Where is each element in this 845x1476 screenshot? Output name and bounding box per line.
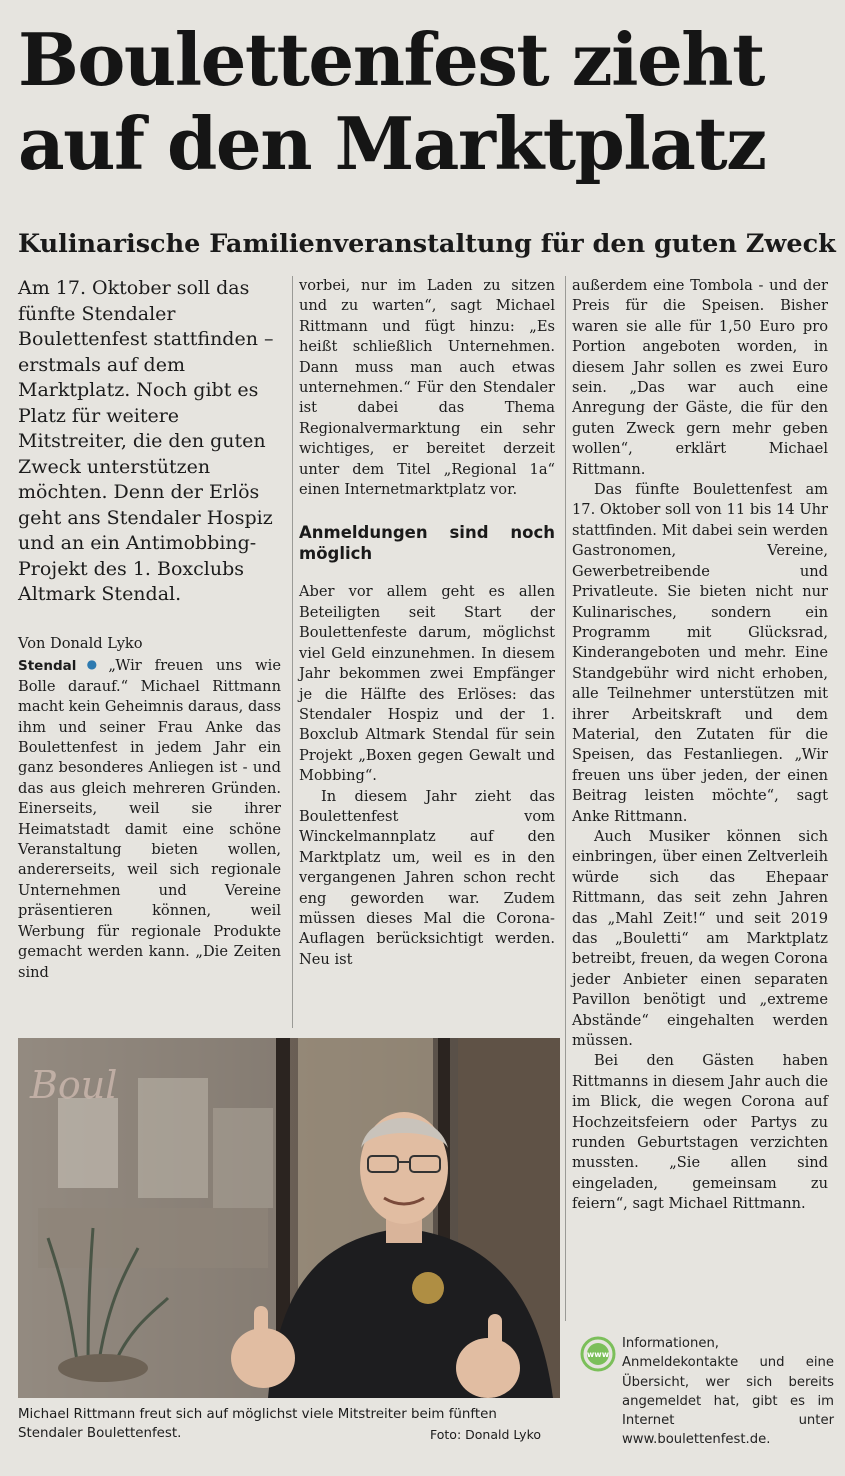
- column-3-paragraph-1: außerdem eine Tombola - und der Preis für die Speisen. Bisher waren sie alle für 1,50 Euro pro Portion angeboten worden, in diesem Jahr sollen es zwei Euro sein. „Das war auch eine Anregung der Gäste, die für den guten Zweck gern mehr geben wollen“, erklärt Michael Rittmann.: [572, 277, 828, 478]
- www-web-icon: [580, 1336, 616, 1372]
- column-2-paragraph-1: vorbei, nur im Laden zu sitzen und zu warten“, sagt Michael Rittmann und fügt hinzu: „Es heißt schließlich Unternehmen. Dann muss man auch etwas unternehmen.“ Für den Stendaler ist dabei das Thema Regionalvermarktung ein sehr wichtiges, er bereitet derzeit unter dem Titel „Regional 1a“ einen Internetmarktplatz vor.: [299, 277, 555, 499]
- article-column-3: [572, 276, 828, 1215]
- column-rule-left: [292, 276, 293, 1028]
- column-3-paragraph-3: Auch Musiker können sich einbringen, über einen Zeltverleih würde sich das Ehepaar Rittmann, das seit zehn Jahren das „Mahl Zeit!“ und seit 2019 das „Bouletti“ am Marktplatz betreibt, freuen, da wegen Corona jeder Anbieter einen separaten Pavillon benötigt und „extreme Abstände“ eingehalten werden müssen.: [572, 827, 828, 1050]
- subheadline: Kulinarische Familienveranstaltung für den guten Zweck: [18, 229, 836, 259]
- photo-illustration: [18, 1038, 560, 1398]
- section-subtitle: Anmeldungen sind noch möglich: [299, 523, 555, 564]
- column-1-text: „Wir freuen uns wie Bolle darauf.“ Michael Rittmann macht kein Geheimnis daraus, dass ihm und seiner Frau Anke das Boulettenfest in jedem Jahr ein ganz besonderes Anliegen ist - und das aus gleich mehreren Gründen. Einerseits, weil sie ihrer Heimatstadt damit eine schöne Veranstaltung bieten wollen, andererseits, weil sich regionale Unternehmen und Vereine präsentieren können, weil Werbung für regionale Produkte gemacht werden kann. „Die Zeiten sind: [18, 657, 281, 981]
- dateline-bullet-icon: ●: [78, 657, 106, 672]
- svg-text:www: www: [586, 1350, 610, 1359]
- svg-text:Boul: Boul: [30, 1063, 118, 1107]
- column-rule-right: [565, 276, 566, 1321]
- photo-credit: Foto: Donald Lyko: [430, 1427, 542, 1442]
- article-column-1: [18, 634, 281, 983]
- info-box-text: Informationen, Anmeldekontakte und eine Übersicht, wer sich bereits angemeldet hat, gibt es im Internet unter www.boulettenfest.de.: [622, 1336, 834, 1448]
- dateline: Stendal: [18, 658, 77, 675]
- byline: Von Donald Lyko: [18, 635, 143, 652]
- info-box: [578, 1334, 834, 1450]
- lead-paragraph: [18, 654, 281, 983]
- column-2-paragraph-3: In diesem Jahr zieht das Boulettenfest vom Winckelmannplatz auf den Marktplatz um, weil es in den vergangenen Jahren schon recht eng geworden war. Zudem müssen dieses Mal die Corona-Auflagen berücksichtigt werden. Neu ist: [299, 787, 555, 968]
- column-2-paragraph-2: Aber vor allem geht es allen Beteiligten seit Start der Boulettenfeste darum, möglichst viel Geld einzunehmen. In diesem Jahr bekommen zwei Empfänger je die Hälfte des Erlöses: das Stendaler Hospiz und der 1. Boxclub Altmark Stendal für sein Projekt „Boxen gegen Gewalt und Mobbing“.: [299, 583, 555, 785]
- intro-paragraph: Am 17. Oktober soll das fünfte Stendaler Boulettenfest stattfinden – erstmals auf dem Marktplatz. Noch gibt es Platz für weitere Mitstreiter, die den guten Zweck unterstützen möchten. Denn der Erlös geht ans Stendaler Hospiz und an ein Antimobbing-Projekt des 1. Boxclubs Altmark Stendal.: [18, 277, 274, 605]
- column-3-paragraph-4: Bei den Gästen haben Rittmanns in diesem Jahr auch die im Blick, die wegen Corona auf Hochzeitsfeiern oder Partys zu runden Geburtstagen verzichten mussten. „Sie allen sind eingeladen, gemeinsam zu feiern“, sagt Michael Rittmann.: [572, 1052, 828, 1213]
- column-3-paragraph-2: Das fünfte Boulettenfest am 17. Oktober soll von 11 bis 14 Uhr stattfinden. Mit dabei sein werden Gastronomen, Vereine, Gewerbetreibende und Privatleute. Sie bieten nicht nur Kulinarisches, sondern ein Programm mit Glücksrad, Kinderangeboten und mehr. Eine Standgebühr wird nicht erhoben, alle Teilnehmer unterstützen mit ihrer Arbeitskraft und dem Material, den Zutaten für die Speisen, das Festanliegen. „Wir freuen uns über jeden, der einen Beitrag leisten möchte“, sagt Anke Rittmann.: [572, 481, 828, 825]
- photo-caption: Michael Rittmann freut sich auf möglichst viele Mitstreiter beim fünften Stendaler Boulettenfest.: [18, 1407, 497, 1441]
- article-column-2: [299, 276, 555, 970]
- headline: Boulettenfest zieht auf den Marktplatz: [18, 17, 766, 186]
- article-photo: [18, 1038, 560, 1398]
